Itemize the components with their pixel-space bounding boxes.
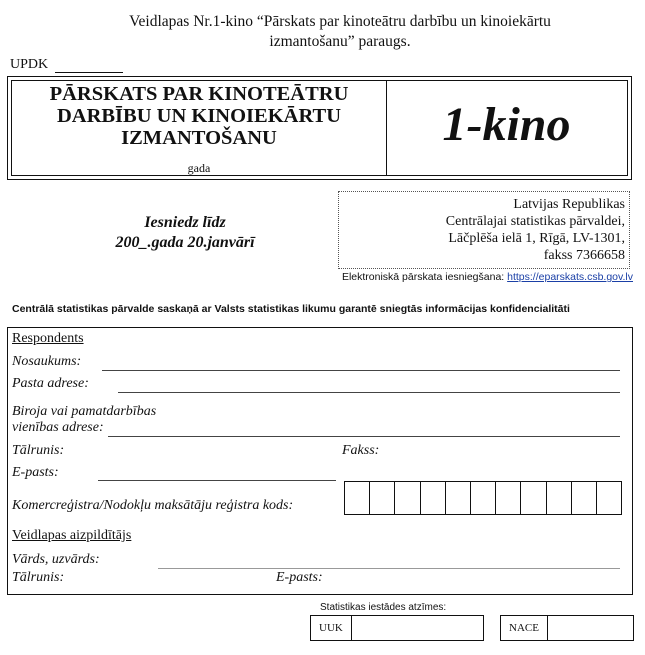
form-code: 1-kino xyxy=(442,98,571,151)
registry-code-cell[interactable] xyxy=(395,482,420,514)
uuk-box xyxy=(310,615,484,641)
caption-line-2: izmantošanu” paraugs. xyxy=(269,33,411,50)
electronic-submission xyxy=(333,271,633,283)
name-label: Nosaukums: xyxy=(12,354,82,369)
office-marks-title: Statistikas iestādes atzīmes: xyxy=(320,602,447,613)
registry-code-cell[interactable] xyxy=(521,482,546,514)
address-line-4: fakss 7366658 xyxy=(543,248,625,263)
preparer-email-label: E-pasts: xyxy=(276,570,323,585)
submission-deadline xyxy=(60,213,310,253)
postal-address-field[interactable] xyxy=(118,392,620,393)
electronic-submission-link[interactable]: https://eparskats.csb.gov.lv xyxy=(507,271,633,283)
fax-label: Fakss: xyxy=(342,443,380,458)
registry-code-cell[interactable] xyxy=(421,482,446,514)
electronic-submission-label: Elektroniskā pārskata iesniegšana: xyxy=(341,271,505,283)
deadline-line-1: Iesniedz līdz xyxy=(144,214,226,231)
registry-code-label: Komercreģistra/Nodokļu maksātāju reģistra kods: xyxy=(12,498,294,513)
name-field[interactable] xyxy=(102,370,620,371)
office-address-field[interactable] xyxy=(108,436,620,437)
respondent-section-title: Respondents xyxy=(12,331,84,346)
title-box-inner xyxy=(11,80,628,176)
office-address-label-line-2: vienības adrese: xyxy=(12,420,104,435)
address-line-2: Centrālajai statistikas pārvaldei, xyxy=(445,214,625,229)
report-title xyxy=(12,83,386,149)
registry-code-cell[interactable] xyxy=(572,482,597,514)
form-caption xyxy=(60,12,620,52)
postal-address-label: Pasta adrese: xyxy=(12,376,89,391)
uuk-label: UUK xyxy=(311,616,352,640)
nace-field[interactable] xyxy=(548,616,633,640)
registry-code-cell[interactable] xyxy=(547,482,572,514)
office-address-label-line-1: Biroja vai pamatdarbības xyxy=(12,404,157,419)
registry-code-cell[interactable] xyxy=(370,482,395,514)
uuk-field[interactable] xyxy=(352,616,483,640)
report-title-line-1: PĀRSKATS PAR KINOTEĀTRU xyxy=(49,83,349,105)
recipient-address-box xyxy=(338,191,630,269)
report-title-line-2: DARBĪBU UN KINOIEKĀRTU xyxy=(56,105,342,127)
updk-label: UPDK xyxy=(10,57,49,72)
preparer-section-title: Veidlapas aizpildītājs xyxy=(12,528,132,543)
report-title-line-3: IZMANTOŠANU xyxy=(121,127,277,149)
email-field[interactable] xyxy=(98,480,336,481)
registry-code-cell[interactable] xyxy=(471,482,496,514)
registry-code-cell[interactable] xyxy=(496,482,521,514)
registry-code-cell[interactable] xyxy=(345,482,370,514)
title-box xyxy=(7,76,632,180)
deadline-line-2: 200_.gada 20.janvārī xyxy=(115,234,255,251)
preparer-phone-label: Tālrunis: xyxy=(12,570,65,585)
nace-label: NACE xyxy=(501,616,548,640)
registry-code-cell[interactable] xyxy=(597,482,621,514)
address-line-3: Lāčplēša ielā 1, Rīgā, LV-1301, xyxy=(448,231,625,246)
nace-box xyxy=(500,615,634,641)
updk-field[interactable] xyxy=(55,72,123,73)
respondent-box xyxy=(7,327,633,595)
email-label: E-pasts: xyxy=(12,465,59,480)
caption-line-1: Veidlapas Nr.1-kino “Pārskats par kinoteātru darbību un kinoiekārtu xyxy=(129,13,551,30)
year-label: gada xyxy=(187,161,211,175)
address-line-1: Latvijas Republikas xyxy=(513,197,625,212)
preparer-name-field[interactable] xyxy=(158,568,620,569)
recipient-address xyxy=(446,196,625,264)
registry-code-cells[interactable] xyxy=(344,481,622,515)
preparer-name-label: Vārds, uzvārds: xyxy=(12,552,100,567)
confidentiality-notice: Centrālā statistikas pārvalde saskaņā ar Valsts statistikas likumu garantē sniegtās informācijas konfidencialitāti xyxy=(12,303,570,315)
registry-code-cell[interactable] xyxy=(446,482,471,514)
phone-label: Tālrunis: xyxy=(12,443,65,458)
